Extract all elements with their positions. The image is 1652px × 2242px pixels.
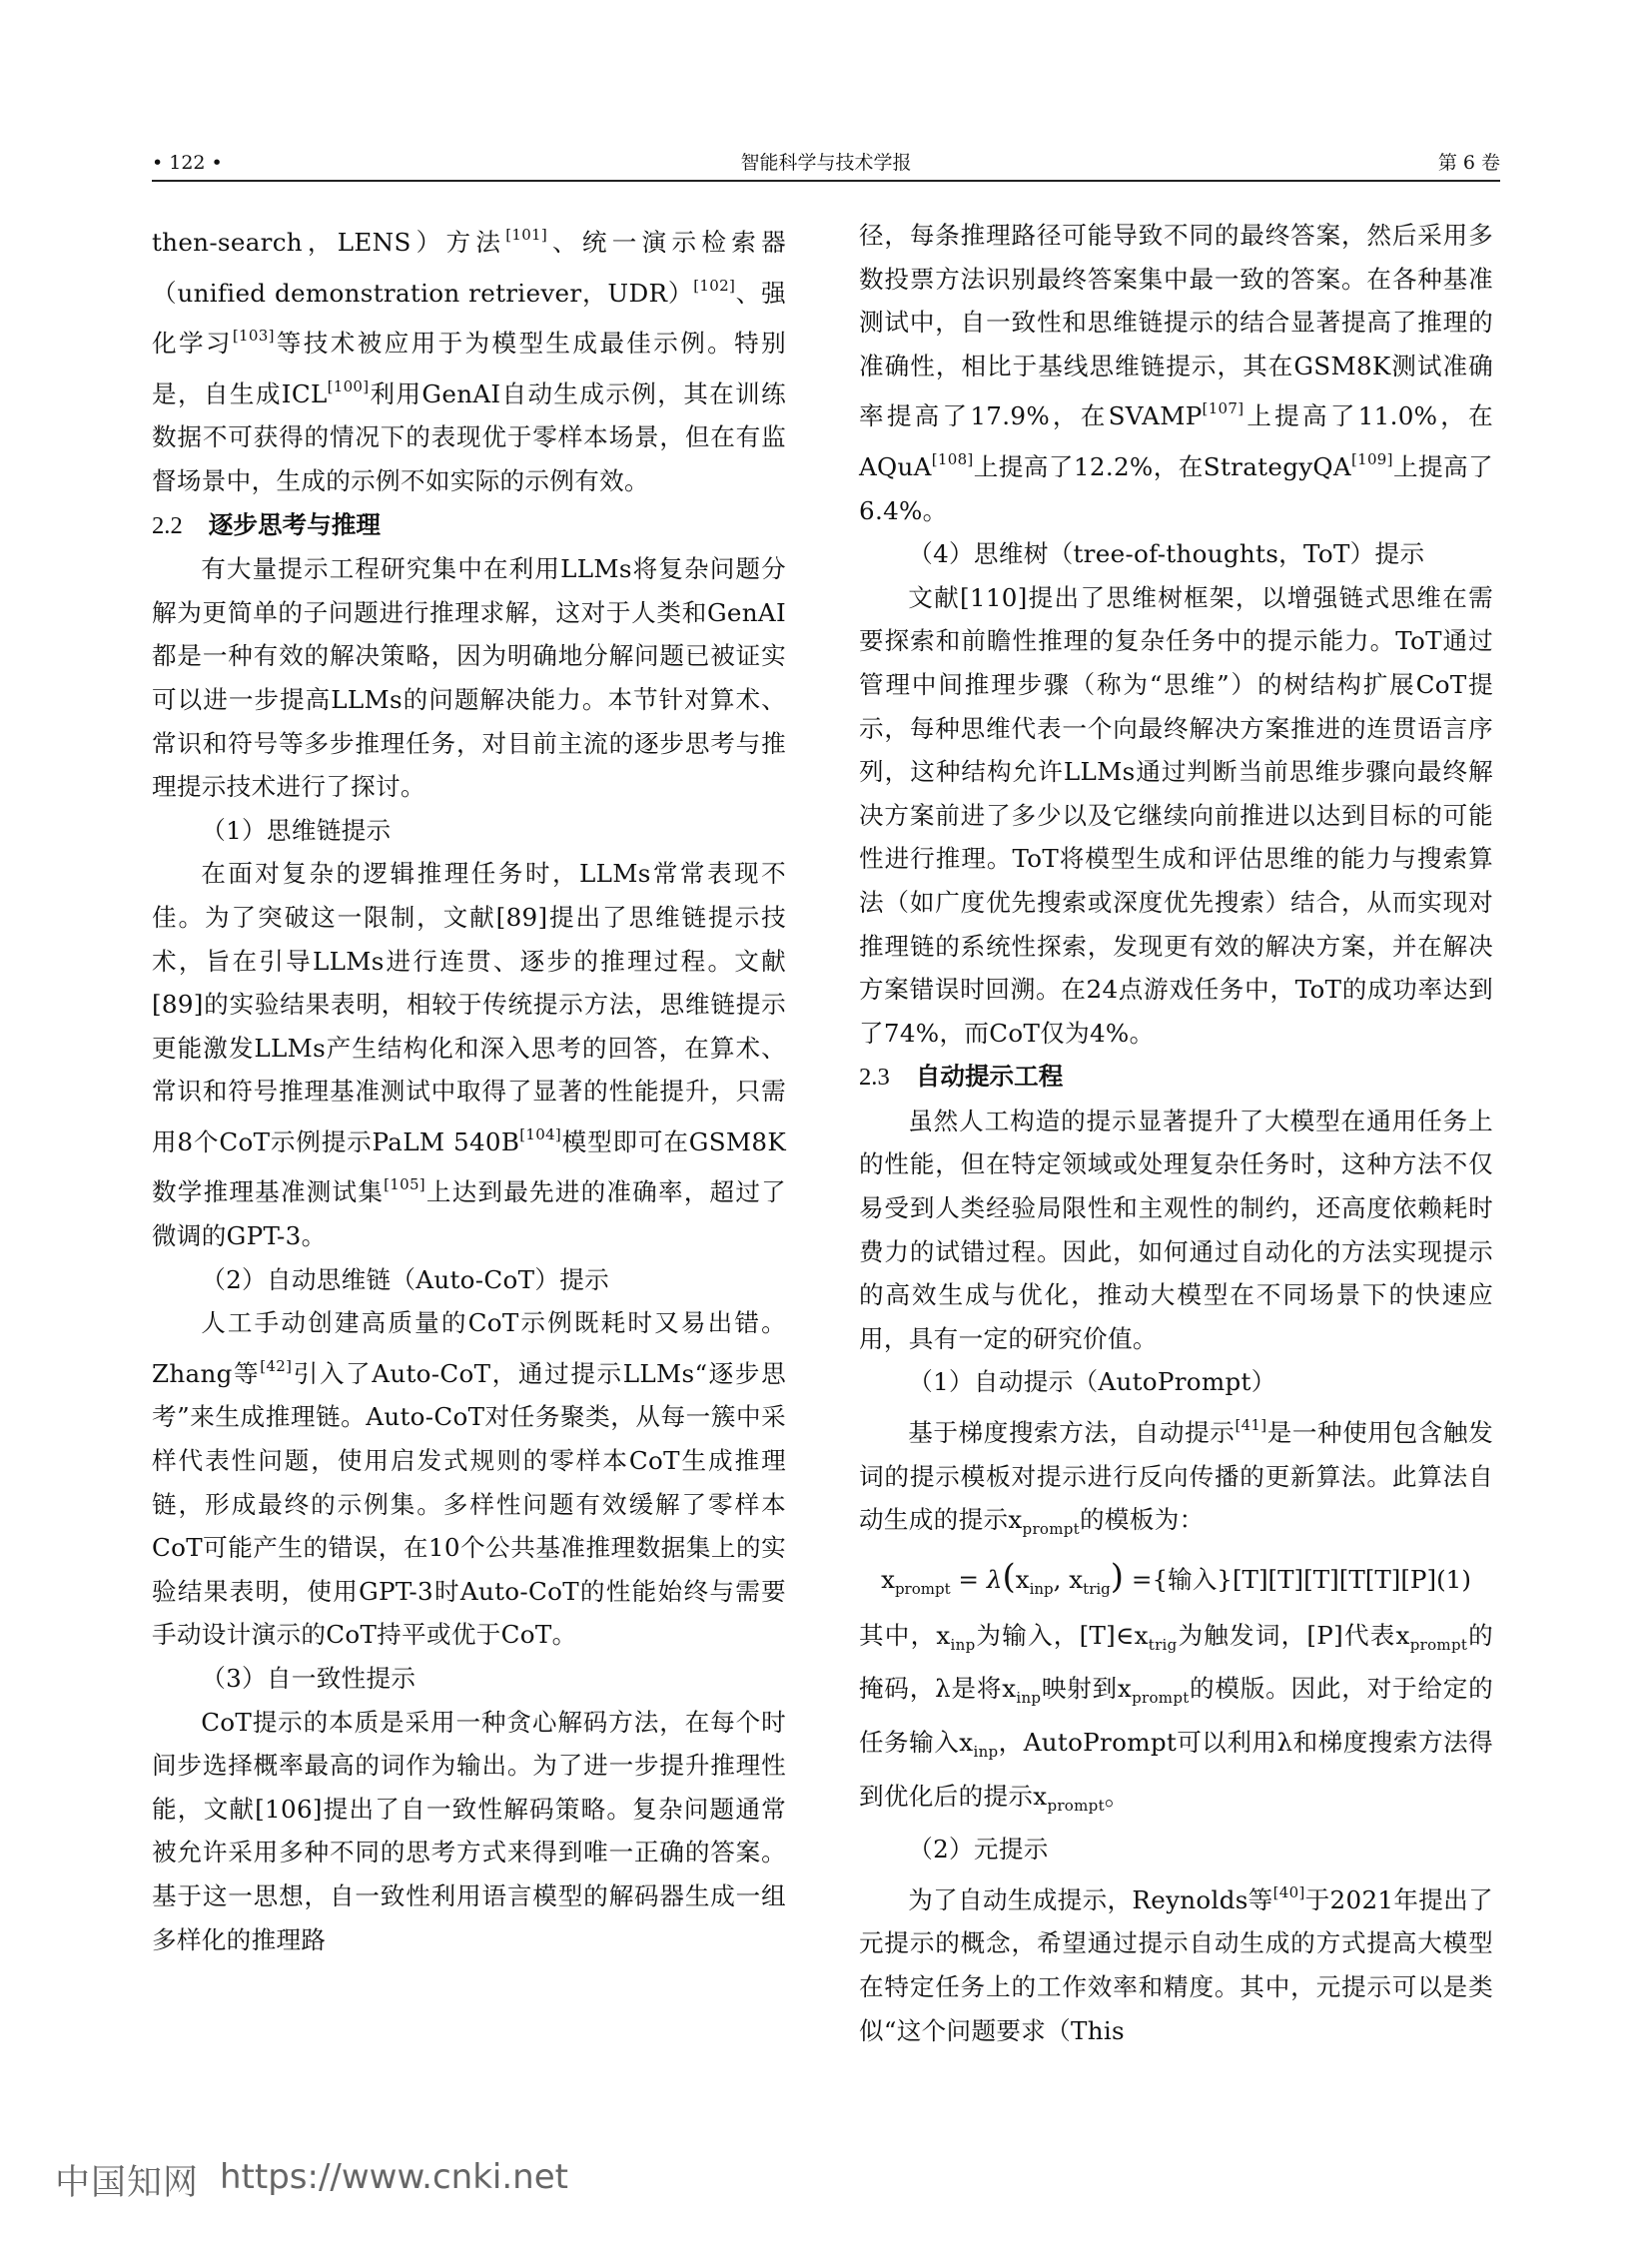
equation: $x_{prompt} = \lambda(x_{inp}$, $x_{trig}$) ={输入}[T][T][T][T[T][P](1) (881, 1556, 1471, 1598)
header-rule (152, 180, 1500, 182)
section-heading: 2.2 逐步思考与推理 (152, 509, 381, 539)
citation[interactable]: [100] (327, 376, 370, 395)
section-heading: 2.3 自动提示工程 (859, 1062, 1064, 1092)
paragraph: then-search，LENS）方法[101]、统一演示检索器（unified demonstration retriever，UDR）[102]、强化学习[103]等技术被应用于为模型生成最佳示例。特别是，自生成ICL[100]利用GenAI自动生成示例，其在训练数据不可获得的情况下的表现优于零样本场景，但在有监督场景中，生成的示例不如实际的示例有效。 (152, 226, 787, 495)
citation[interactable]: [42] (260, 1356, 293, 1375)
cnki-logo[interactable]: 中国知网 (55, 2163, 200, 2203)
paragraph: 径，每条推理路径可能导致不同的最终答案，然后采用多数投票方法识别最终答案集中最一致的答案。在各种基准测试中，自一致性和思维链提示的结合显著提高了推理的准确性，相比于基线思维链提示，其在GSM8K测试准确率提高了17.9%，在SVAMP[107]上提高了11.0%，在AQuA[108]上提高了12.2%，在StrategyQA[109]上提高了6.4%。 (859, 221, 1494, 525)
page-header (152, 148, 1500, 182)
paragraph: 人工手动创建高质量的CoT示例既耗时又易出错。Zhang等[42]引入了Auto-CoT，通过提示LLMs“逐步思考”来生成推理链。Auto-CoT对任务聚类，从每一簇中采样代表性问题，使用启发式规则的零样本CoT生成推理链，形成最终的示例集。多样性问题有效缓解了零样本CoT可能产生的错误，在10个公共基准推理数据集上的实验结果表明，使用GPT-3时Auto-CoT的性能始终与需要手动设计演示的CoT持平或优于CoT。 (152, 1308, 786, 1650)
subsection-heading: （1）自动提示（AutoPrompt） (908, 1367, 1276, 1397)
right-column (859, 214, 1493, 2052)
paragraph: 其中，$x_{inp}$为输入，$[T]\in x_{trig}$为触发词，[P]代表$x_{prompt}$的掩码，λ是将$x_{inp}$映射到$x_{prompt}$的模版。因此，对于给定的任务输入$x_{inp}$，AutoPrompt可以利用λ和梯度搜索方法得到优化后的提示$x_{prompt}$。 (859, 1620, 1493, 1815)
volume-label: 第 6 卷 (1437, 152, 1500, 174)
citation[interactable]: [108] (931, 449, 974, 468)
citation[interactable]: [105] (384, 1175, 425, 1194)
page-number: • 122 • (152, 152, 223, 174)
subsection-heading: （2）自动思维链（Auto-CoT）提示 (201, 1264, 609, 1294)
subsection-heading: （3）自一致性提示 (201, 1664, 416, 1693)
equation-number: (1) (1436, 1564, 1471, 1594)
journal-title: 智能科学与技术学报 (740, 152, 912, 174)
paragraph: 基于梯度搜索方法，自动提示[41]是一种使用包含触发词的提示模板对提示进行反向传播的更新算法。此算法自动生成的提示$x_{prompt}$的模板为： (859, 1416, 1493, 1539)
citation[interactable]: [41] (1235, 1416, 1267, 1435)
citation[interactable]: [101] (505, 226, 548, 244)
left-column (152, 214, 786, 1961)
citation[interactable]: [104] (519, 1124, 562, 1143)
citation[interactable]: [107] (1202, 399, 1244, 418)
subsection-heading: （2）元提示 (908, 1835, 1049, 1865)
subsection-heading: （1）思维链提示 (201, 815, 392, 845)
subsection-heading: （4）思维树（tree-of-thoughts，ToT）提示 (908, 539, 1425, 569)
citation[interactable]: [40] (1272, 1882, 1305, 1901)
paragraph: 文献[110]提出了思维树框架，以增强链式思维在需要探索和前瞻性推理的复杂任务中的提示能力。ToT通过管理中间推理步骤（称为“思维”）的树结构扩展CoT提示，每种思维代表一个向最终解决方案推进的连贯语言序列，这种结构允许LLMs通过判断当前思维步骤向最终解决方案前进了多少以及它继续向前推进以达到目标的可能性进行推理。ToT将模型生成和评估思维的能力与搜索算法（如广度优先搜索或深度优先搜索）结合，从而实现对推理链的系统性探索，发现更有效的解决方案，并在解决方案错误时回溯。在24点游戏任务中，ToT的成功率达到了74%，而CoT仅为4%。 (859, 582, 1493, 1048)
paragraph: 在面对复杂的逻辑推理任务时，LLMs常常表现不佳。为了突破这一限制，文献[89]提出了思维链提示技术，旨在引导LLMs进行连贯、逐步的推理过程。文献[89]的实验结果表明，相较于传统提示方法，思维链提示更能激发LLMs产生结构化和深入思考的回答，在算术、常识和符号推理基准测试中取得了显著的性能提升，只需用8个CoT示例提示PaLM 540B[104]模型即可在GSM8K数学推理基准测试集[105]上达到最先进的准确率，超过了微调的GPT-3。 (152, 859, 787, 1251)
citation[interactable]: [109] (1350, 449, 1393, 468)
paragraph: 虽然人工构造的提示显著提升了大模型在通用任务上的性能，但在特定领域或处理复杂任务时，这种方法不仅易受到人类经验局限性和主观性的制约，还高度依赖耗时费力的试错过程。因此，如何通过自动化的方法实现提示的高效生成与优化，推动大模型在不同场景下的快速应用，具有一定的研究价值。 (859, 1106, 1493, 1353)
paragraph: 有大量提示工程研究集中在利用LLMs将复杂问题分解为更简单的子问题进行推理求解，这对于人类和GenAI都是一种有效的解决策略，因为明确地分解问题已被证实可以进一步提高LLMs的问题解决能力。本节针对算术、常识和符号等多步推理任务，对目前主流的逐步思考与推理提示技术进行了探讨。 (152, 554, 786, 802)
citation[interactable]: [102] (693, 276, 736, 295)
cnki-url-link[interactable]: https://www.cnki.net (220, 2157, 568, 2197)
citation[interactable]: [103] (232, 327, 275, 346)
paragraph: CoT提示的本质是采用一种贪心解码方法，在每个时间步选择概率最高的词作为输出。为了进一步提升推理性能，文献[106]提出了自一致性解码策略。复杂问题通常被允许采用多种不同的思考方式来得到唯一正确的答案。基于这一思想，自一致性利用语言模型的解码器生成一组多样化的推理路 (152, 1707, 786, 1954)
paragraph: 为了自动生成提示，Reynolds等[40]于2021年提出了元提示的概念，希望通过提示自动生成的方式提高大模型在特定任务上的工作效率和精度。其中，元提示可以是类似“这个问题要求（This (859, 1882, 1493, 2045)
